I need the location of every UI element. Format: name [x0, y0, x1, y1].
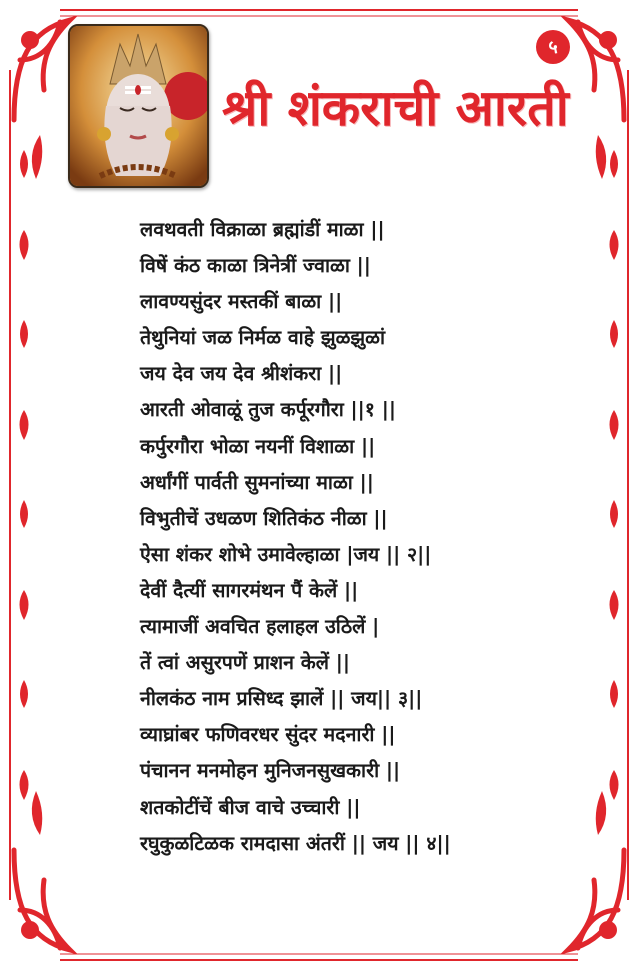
- page-number-badge: ५: [536, 30, 570, 64]
- verse-line: विषें कंठ काळा त्रिनेत्रीं ज्वाळा ||: [140, 254, 371, 278]
- verse-line: नीलकंठ नाम प्रसिध्द झालें || जय|| ३||: [140, 687, 423, 711]
- verse-line: व्याघ्रांबर फणिवरधर सुंदर मदनारी ||: [140, 723, 396, 747]
- verse-line: कर्पुरगौरा भोळा नयनीं विशाळा ||: [140, 434, 376, 458]
- verse-line: लावण्यसुंदर मस्तकीं बाळा ||: [140, 290, 343, 314]
- verse-line: त्यामाजीं अवचित हलाहल उठिलें |: [140, 615, 380, 639]
- verse-line: शतकोटींचें बीज वाचे उच्चारी ||: [140, 795, 361, 819]
- verse-line: तें त्वां असुरपणें प्राशन केलें ||: [140, 651, 351, 675]
- verse-line: रघुकुळटिळक रामदासा अंतरीं || जय || ४||: [140, 831, 451, 855]
- verse-line: आरती ओवाळूं तुज कर्पूरगौरा ||१ ||: [140, 398, 396, 422]
- verse-line: ऐसा शंकर शोभे उमावेल्हाळा |जय || २||: [140, 542, 432, 566]
- verse-line: विभुतीचें उधळण शितिकंठ नीळा ||: [140, 506, 388, 530]
- verse-line: लवथवती विक्राळा ब्रह्मांडीं माळा ||: [140, 218, 385, 241]
- verse-line: पंचानन मनमोहन मुनिजनसुखकारी ||: [140, 759, 401, 783]
- verse-line: जय देव जय देव श्रीशंकरा ||: [140, 362, 343, 386]
- aarti-verses: [140, 212, 560, 862]
- shiva-portrait: [68, 24, 209, 188]
- page-title: श्री शंकराची आरती: [222, 79, 569, 137]
- verse-line: अर्धांगीं पार्वती सुमनांच्या माळा ||: [140, 470, 374, 494]
- verse-line: देवीं दैत्यीं सागरमंथन पैं केलें ||: [140, 578, 359, 602]
- shiva-illustration-icon: [70, 26, 207, 186]
- verse-line: तेथुनियां जळ निर्मळ वाहे झुळझुळां: [140, 326, 386, 350]
